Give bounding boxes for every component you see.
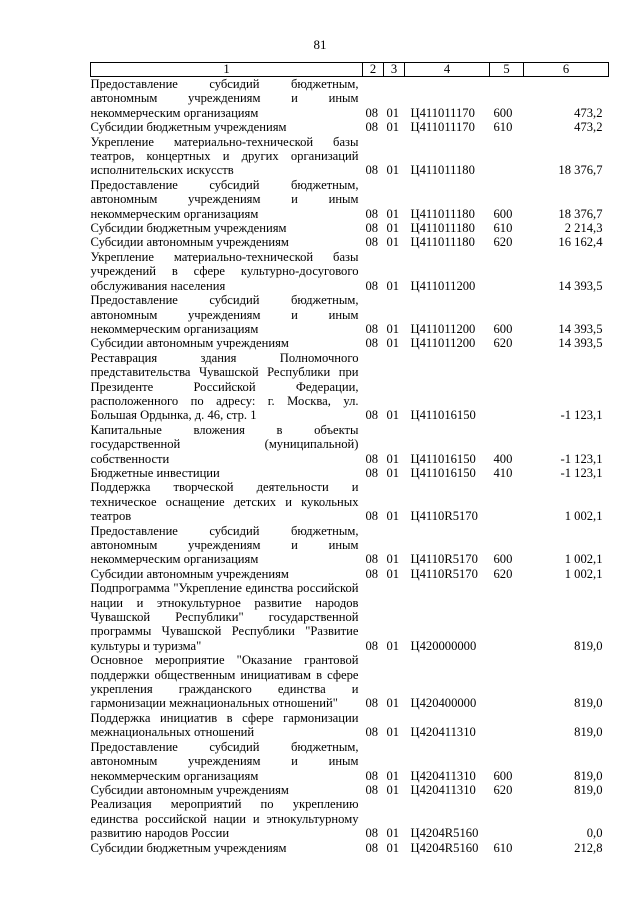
row-expense-type	[490, 711, 524, 740]
row-section: 08	[365, 408, 379, 423]
row-name: Основное мероприятие "Оказание грантовой поддержки общественным инициативам в сфере укрепления гражданского единства и гармонизации межнациональных отношений"	[90, 653, 359, 711]
budget-table	[90, 62, 609, 855]
row-subsection: 01	[386, 408, 400, 423]
row-target-article: Ц4110R5170	[410, 552, 478, 567]
row-amount: 14 393,5	[558, 321, 603, 336]
header-col-expense-type: 5	[490, 63, 524, 77]
row-amount: 18 376,7	[558, 206, 603, 221]
row-expense-type: 400	[493, 451, 513, 466]
table-row	[91, 567, 609, 581]
row-amount: 473,2	[574, 120, 603, 135]
row-target-article: Ц4110R5170	[410, 509, 478, 524]
row-section: 08	[365, 221, 379, 236]
row-amount: 1 002,1	[564, 509, 603, 524]
row-amount: 819,0	[574, 725, 603, 740]
row-section: 08	[365, 768, 379, 783]
row-subsection: 01	[386, 120, 400, 135]
table-row	[91, 841, 609, 855]
row-expense-type	[490, 797, 524, 840]
row-expense-type: 610	[493, 840, 513, 855]
row-target-article: Ц4204R5160	[410, 826, 479, 841]
row-expense-type: 600	[493, 206, 513, 221]
table-row	[91, 783, 609, 797]
row-section: 08	[365, 321, 379, 336]
table-row	[91, 351, 609, 423]
row-amount: 0,0	[586, 826, 603, 841]
row-name: Предоставление субсидий бюджетным, автономным учреждениям и иным некоммерческим организациям	[90, 739, 359, 783]
row-name: Субсидии автономным учреждениям	[90, 336, 289, 351]
row-target-article: Ц411011180	[410, 221, 475, 236]
row-section: 08	[365, 509, 379, 524]
row-section: 08	[365, 782, 379, 797]
row-amount: 819,0	[574, 768, 603, 783]
table-row	[91, 740, 609, 783]
row-name: Предоставление субсидий бюджетным, автономным учреждениям и иным некоммерческим организациям	[90, 293, 359, 336]
row-section: 08	[365, 235, 379, 250]
row-target-article: Ц4110R5170	[410, 566, 478, 581]
row-expense-type: 620	[493, 336, 513, 351]
table-row	[91, 466, 609, 480]
table-row	[91, 653, 609, 711]
row-name: Поддержка творческой деятельности и техническое оснащение детских и кукольных театров	[90, 480, 359, 524]
row-name: Субсидии автономным учреждениям	[90, 782, 289, 797]
row-target-article: Ц420411310	[410, 768, 476, 783]
row-subsection: 01	[386, 163, 400, 178]
row-amount: -1 123,1	[560, 451, 603, 466]
table-row	[91, 120, 609, 134]
row-target-article: Ц411011180	[410, 235, 475, 250]
row-name: Укрепление материально-технической базы театров, концертных и других организаций исполнительских искусств	[90, 134, 359, 178]
table-row	[91, 250, 609, 293]
row-amount: 14 393,5	[558, 336, 603, 351]
row-name: Реализация мероприятий по укреплению единства российской нации и этнокультурному развитию народов России	[90, 797, 359, 841]
row-subsection: 01	[386, 336, 400, 351]
row-section: 08	[365, 163, 379, 178]
header-col-section: 2	[363, 63, 384, 77]
row-expense-type	[490, 480, 524, 523]
row-name: Субсидии автономным учреждениям	[90, 566, 289, 581]
table-row	[91, 235, 609, 249]
row-expense-type	[490, 250, 524, 293]
row-expense-type: 620	[493, 782, 513, 797]
row-name: Субсидии бюджетным учреждениям	[90, 840, 287, 855]
row-expense-type: 410	[493, 465, 513, 480]
row-section: 08	[365, 465, 379, 480]
row-subsection: 01	[386, 221, 400, 236]
row-subsection: 01	[386, 782, 400, 797]
row-expense-type	[490, 351, 524, 423]
table-row	[91, 797, 609, 840]
table-body	[91, 77, 609, 855]
row-name: Предоставление субсидий бюджетным, автономным учреждениям и иным некоммерческим организациям	[90, 177, 359, 221]
header-col-name: 1	[91, 63, 363, 77]
row-amount: 473,2	[574, 105, 603, 120]
row-subsection: 01	[386, 725, 400, 740]
row-amount: 819,0	[574, 696, 603, 711]
row-expense-type: 600	[493, 321, 513, 336]
row-section: 08	[365, 725, 379, 740]
table-row	[91, 293, 609, 336]
row-subsection: 01	[386, 509, 400, 524]
row-expense-type: 620	[493, 235, 513, 250]
table-header	[91, 63, 609, 77]
table-row	[91, 581, 609, 653]
row-section: 08	[365, 840, 379, 855]
table-row	[91, 178, 609, 221]
row-name: Подпрограмма "Укрепление единства российской нации и этнокультурное развитие народов Чувашской Республики" государственной программы Чувашской Республики "Развитие культуры и туризма"	[90, 581, 359, 653]
row-subsection: 01	[386, 638, 400, 653]
row-name: Укрепление материально-технической базы учреждений в сфере культурно-досугового обслуживания населения	[90, 249, 359, 293]
row-name: Субсидии автономным учреждениям	[90, 235, 289, 250]
row-target-article: Ц411011200	[410, 278, 476, 293]
row-name: Предоставление субсидий бюджетным, автономным учреждениям и иным некоммерческим организациям	[90, 523, 359, 567]
row-name: Бюджетные инвестиции	[90, 465, 220, 480]
row-target-article: Ц420000000	[410, 638, 477, 653]
row-section: 08	[365, 451, 379, 466]
row-subsection: 01	[386, 552, 400, 567]
row-target-article: Ц411011200	[410, 321, 476, 336]
row-amount: 14 393,5	[558, 278, 603, 293]
row-amount: 16 162,4	[558, 235, 603, 250]
row-target-article: Ц411016150	[410, 408, 476, 423]
row-section: 08	[365, 206, 379, 221]
row-subsection: 01	[386, 278, 400, 293]
row-section: 08	[365, 552, 379, 567]
table-row	[91, 77, 609, 121]
header-col-subsection: 3	[384, 63, 405, 77]
row-expense-type: 600	[493, 552, 513, 567]
row-target-article: Ц411011200	[410, 336, 476, 351]
row-section: 08	[365, 696, 379, 711]
row-subsection: 01	[386, 235, 400, 250]
row-subsection: 01	[386, 566, 400, 581]
table-row	[91, 135, 609, 178]
table-row	[91, 423, 609, 466]
row-section: 08	[365, 105, 379, 120]
row-name: Субсидии бюджетным учреждениям	[90, 120, 287, 135]
row-amount: 18 376,7	[558, 163, 603, 178]
row-section: 08	[365, 336, 379, 351]
row-expense-type: 610	[493, 221, 513, 236]
row-target-article: Ц411016150	[410, 465, 476, 480]
header-col-amount: 6	[524, 63, 609, 77]
row-target-article: Ц420400000	[410, 696, 477, 711]
table-row	[91, 336, 609, 350]
row-expense-type	[490, 135, 524, 178]
row-target-article: Ц411011180	[410, 163, 475, 178]
table-row	[91, 221, 609, 235]
row-expense-type	[490, 653, 524, 711]
row-expense-type: 620	[493, 566, 513, 581]
row-amount: 212,8	[574, 840, 603, 855]
row-section: 08	[365, 826, 379, 841]
row-expense-type: 600	[493, 768, 513, 783]
row-target-article: Ц411016150	[410, 451, 476, 466]
row-amount: -1 123,1	[560, 465, 603, 480]
row-target-article: Ц411011170	[410, 120, 475, 135]
row-subsection: 01	[386, 105, 400, 120]
row-name: Субсидии бюджетным учреждениям	[90, 221, 287, 236]
table-row	[91, 711, 609, 740]
row-subsection: 01	[386, 840, 400, 855]
row-amount: 819,0	[574, 782, 603, 797]
table-row	[91, 524, 609, 567]
row-amount: 2 214,3	[564, 221, 603, 236]
row-subsection: 01	[386, 206, 400, 221]
header-col-target-article: 4	[405, 63, 490, 77]
row-expense-type: 600	[493, 105, 513, 120]
row-section: 08	[365, 120, 379, 135]
row-amount: 1 002,1	[564, 566, 603, 581]
row-expense-type: 610	[493, 120, 513, 135]
row-name: Реставрация здания Полномочного представительства Чувашской Республики при Президенте Российской Федерации, расположенного по адресу: г. Москва, ул. Большая Ордынка, д. 46, стр. 1	[90, 350, 359, 423]
row-subsection: 01	[386, 768, 400, 783]
row-name: Предоставление субсидий бюджетным, автономным учреждениям и иным некоммерческим организациям	[90, 77, 359, 120]
row-expense-type	[490, 581, 524, 653]
row-section: 08	[365, 638, 379, 653]
row-amount: 1 002,1	[564, 552, 603, 567]
row-target-article: Ц420411310	[410, 725, 476, 740]
row-target-article: Ц411011170	[410, 105, 475, 120]
row-amount: -1 123,1	[560, 408, 603, 423]
row-section: 08	[365, 566, 379, 581]
row-name: Капитальные вложения в объекты государственной (муниципальной) собственности	[90, 422, 359, 466]
row-subsection: 01	[386, 451, 400, 466]
row-target-article: Ц4204R5160	[410, 840, 479, 855]
row-subsection: 01	[386, 465, 400, 480]
page-number: 81	[313, 37, 327, 52]
table-row	[91, 480, 609, 523]
row-section: 08	[365, 278, 379, 293]
row-subsection: 01	[386, 826, 400, 841]
header-row	[91, 63, 609, 77]
row-subsection: 01	[386, 321, 400, 336]
row-subsection: 01	[386, 696, 400, 711]
row-target-article: Ц420411310	[410, 782, 476, 797]
row-name: Поддержка инициатив в сфере гармонизации межнациональных отношений	[90, 710, 359, 740]
row-target-article: Ц411011180	[410, 206, 475, 221]
row-amount: 819,0	[574, 638, 603, 653]
